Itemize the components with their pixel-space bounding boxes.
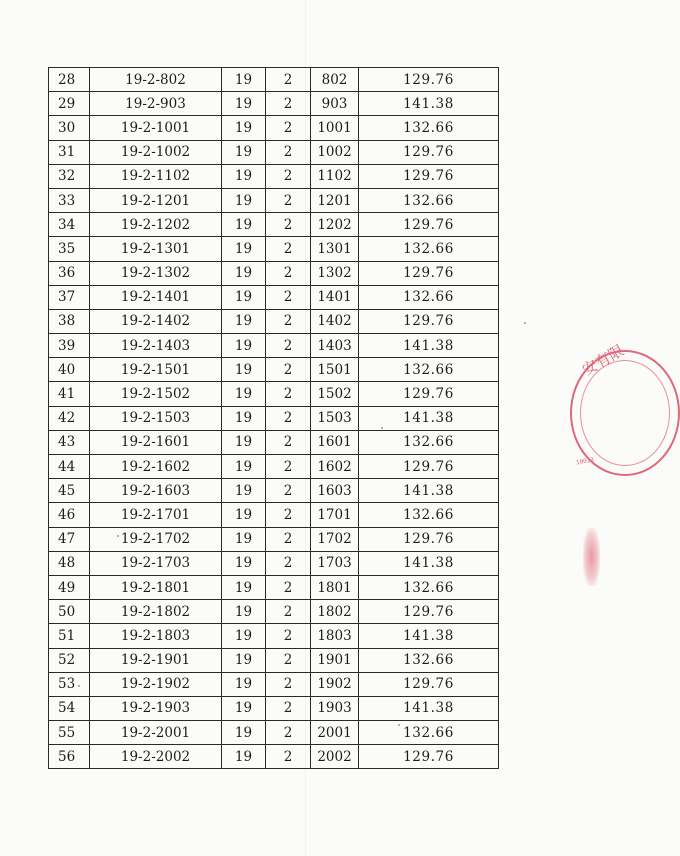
area-cell: 129.76: [359, 745, 499, 769]
row-number-cell: 50: [49, 600, 90, 624]
unit-code-cell: 19-2-1201: [90, 188, 222, 212]
unit-cell: 2: [266, 68, 311, 92]
area-cell: 132.66: [359, 503, 499, 527]
row-number-cell: 39: [49, 334, 90, 358]
scan-speck: [117, 535, 119, 537]
unit-code-cell: 19-2-1002: [90, 140, 222, 164]
unit-code-cell: 19-2-1502: [90, 382, 222, 406]
building-cell: 19: [222, 624, 266, 648]
table-row: [49, 721, 499, 745]
unit-code-cell: 19-2-1802: [90, 600, 222, 624]
room-cell: 1501: [311, 358, 359, 382]
row-number-cell: 42: [49, 406, 90, 430]
building-cell: 19: [222, 334, 266, 358]
row-number-cell: 38: [49, 309, 90, 333]
area-cell: 141.38: [359, 334, 499, 358]
row-number-cell: 40: [49, 358, 90, 382]
building-cell: 19: [222, 575, 266, 599]
row-number-cell: 34: [49, 213, 90, 237]
area-cell: 132.66: [359, 237, 499, 261]
row-number-cell: 28: [49, 68, 90, 92]
unit-cell: 2: [266, 624, 311, 648]
unit-cell: 2: [266, 334, 311, 358]
unit-cell: 2: [266, 309, 311, 333]
scan-speck: [381, 427, 383, 429]
building-cell: 19: [222, 721, 266, 745]
room-cell: 1301: [311, 237, 359, 261]
building-cell: 19: [222, 672, 266, 696]
room-cell: 1202: [311, 213, 359, 237]
unit-code-cell: 19-2-1603: [90, 479, 222, 503]
area-cell: 129.76: [359, 213, 499, 237]
building-cell: 19: [222, 358, 266, 382]
row-number-cell: 43: [49, 430, 90, 454]
room-cell: 1803: [311, 624, 359, 648]
room-cell: 1703: [311, 551, 359, 575]
room-cell: 1601: [311, 430, 359, 454]
building-cell: 19: [222, 261, 266, 285]
unit-code-cell: 19-2-1503: [90, 406, 222, 430]
unit-area-table-body: [49, 68, 499, 769]
area-cell: 141.38: [359, 406, 499, 430]
room-cell: 1302: [311, 261, 359, 285]
unit-cell: 2: [266, 430, 311, 454]
table-row: [49, 116, 499, 140]
unit-cell: 2: [266, 188, 311, 212]
unit-cell: 2: [266, 721, 311, 745]
area-cell: 132.66: [359, 358, 499, 382]
area-cell: 141.38: [359, 624, 499, 648]
unit-cell: 2: [266, 696, 311, 720]
table-row: [49, 430, 499, 454]
area-cell: 129.76: [359, 140, 499, 164]
room-cell: 1901: [311, 648, 359, 672]
building-cell: 19: [222, 382, 266, 406]
table-row: [49, 648, 499, 672]
table-row: [49, 696, 499, 720]
row-number-cell: 35: [49, 237, 90, 261]
table-row: [49, 479, 499, 503]
table-row: [49, 92, 499, 116]
table-row: [49, 140, 499, 164]
area-cell: 141.38: [359, 551, 499, 575]
table-row: [49, 672, 499, 696]
unit-code-cell: 19-2-1703: [90, 551, 222, 575]
unit-cell: 2: [266, 575, 311, 599]
room-cell: 1102: [311, 164, 359, 188]
row-number-cell: 53: [49, 672, 90, 696]
unit-cell: 2: [266, 455, 311, 479]
area-cell: 132.66: [359, 116, 499, 140]
row-number-cell: 29: [49, 92, 90, 116]
room-cell: 1402: [311, 309, 359, 333]
table-row: [49, 382, 499, 406]
building-cell: 19: [222, 188, 266, 212]
unit-code-cell: 19-2-1202: [90, 213, 222, 237]
unit-area-table: [48, 67, 499, 769]
table-row: [49, 455, 499, 479]
unit-cell: 2: [266, 745, 311, 769]
building-cell: 19: [222, 527, 266, 551]
row-number-cell: 30: [49, 116, 90, 140]
area-cell: 129.76: [359, 455, 499, 479]
room-cell: 1201: [311, 188, 359, 212]
unit-cell: 2: [266, 648, 311, 672]
unit-code-cell: 19-2-1801: [90, 575, 222, 599]
room-cell: 1801: [311, 575, 359, 599]
area-cell: 129.76: [359, 164, 499, 188]
building-cell: 19: [222, 551, 266, 575]
unit-cell: 2: [266, 285, 311, 309]
seal-text: 安有限: [579, 341, 627, 380]
building-cell: 19: [222, 237, 266, 261]
building-cell: 19: [222, 92, 266, 116]
unit-cell: 2: [266, 358, 311, 382]
unit-code-cell: 19-2-1902: [90, 672, 222, 696]
building-cell: 19: [222, 696, 266, 720]
row-number-cell: 49: [49, 575, 90, 599]
table-row: [49, 261, 499, 285]
area-cell: 129.76: [359, 382, 499, 406]
building-cell: 19: [222, 455, 266, 479]
unit-cell: 2: [266, 551, 311, 575]
table-row: [49, 551, 499, 575]
unit-cell: 2: [266, 479, 311, 503]
table-row: [49, 309, 499, 333]
table-row: [49, 68, 499, 92]
scan-speck: [524, 322, 526, 324]
unit-cell: 2: [266, 237, 311, 261]
table-row: [49, 624, 499, 648]
unit-code-cell: 19-2-1701: [90, 503, 222, 527]
building-cell: 19: [222, 213, 266, 237]
unit-cell: 2: [266, 406, 311, 430]
scan-speck: [78, 685, 80, 687]
building-cell: 19: [222, 745, 266, 769]
row-number-cell: 37: [49, 285, 90, 309]
row-number-cell: 32: [49, 164, 90, 188]
unit-code-cell: 19-2-1403: [90, 334, 222, 358]
table-row: [49, 358, 499, 382]
building-cell: 19: [222, 116, 266, 140]
row-number-cell: 48: [49, 551, 90, 575]
area-cell: 141.38: [359, 92, 499, 116]
room-cell: 802: [311, 68, 359, 92]
unit-code-cell: 19-2-1302: [90, 261, 222, 285]
building-cell: 19: [222, 648, 266, 672]
unit-code-cell: 19-2-903: [90, 92, 222, 116]
room-cell: 1903: [311, 696, 359, 720]
unit-code-cell: 19-2-1102: [90, 164, 222, 188]
room-cell: 903: [311, 92, 359, 116]
table-row: [49, 213, 499, 237]
building-cell: 19: [222, 600, 266, 624]
row-number-cell: 46: [49, 503, 90, 527]
room-cell: 1502: [311, 382, 359, 406]
building-cell: 19: [222, 503, 266, 527]
area-cell: 141.38: [359, 696, 499, 720]
room-cell: 1802: [311, 600, 359, 624]
table-row: [49, 188, 499, 212]
area-cell: 129.76: [359, 309, 499, 333]
building-cell: 19: [222, 309, 266, 333]
row-number-cell: 41: [49, 382, 90, 406]
area-cell: 129.76: [359, 527, 499, 551]
unit-code-cell: 19-2-1803: [90, 624, 222, 648]
table-row: [49, 406, 499, 430]
building-cell: 19: [222, 164, 266, 188]
area-cell: 132.66: [359, 285, 499, 309]
row-number-cell: 55: [49, 721, 90, 745]
room-cell: 1403: [311, 334, 359, 358]
area-cell: 129.76: [359, 672, 499, 696]
unit-cell: 2: [266, 92, 311, 116]
unit-cell: 2: [266, 164, 311, 188]
room-cell: 2001: [311, 721, 359, 745]
building-cell: 19: [222, 68, 266, 92]
unit-code-cell: 19-2-1702: [90, 527, 222, 551]
row-number-cell: 56: [49, 745, 90, 769]
room-cell: 1001: [311, 116, 359, 140]
table-row: [49, 285, 499, 309]
unit-code-cell: 19-2-2002: [90, 745, 222, 769]
unit-cell: 2: [266, 600, 311, 624]
unit-code-cell: 19-2-1501: [90, 358, 222, 382]
row-number-cell: 36: [49, 261, 90, 285]
table-row: [49, 600, 499, 624]
row-number-cell: 44: [49, 455, 90, 479]
row-number-cell: 47: [49, 527, 90, 551]
building-cell: 19: [222, 285, 266, 309]
company-seal-stamp: [570, 341, 680, 476]
row-number-cell: 51: [49, 624, 90, 648]
unit-cell: 2: [266, 503, 311, 527]
unit-code-cell: 19-2-1602: [90, 455, 222, 479]
area-cell: 132.66: [359, 648, 499, 672]
unit-code-cell: 19-2-1402: [90, 309, 222, 333]
room-cell: 1603: [311, 479, 359, 503]
room-cell: 1702: [311, 527, 359, 551]
table-row: [49, 334, 499, 358]
row-number-cell: 54: [49, 696, 90, 720]
row-number-cell: 31: [49, 140, 90, 164]
table-row: [49, 237, 499, 261]
room-cell: 1503: [311, 406, 359, 430]
unit-code-cell: 19-2-1901: [90, 648, 222, 672]
room-cell: 1701: [311, 503, 359, 527]
area-cell: 129.76: [359, 600, 499, 624]
row-number-cell: 52: [49, 648, 90, 672]
table-row: [49, 527, 499, 551]
unit-code-cell: 19-2-1401: [90, 285, 222, 309]
table-row: [49, 745, 499, 769]
row-number-cell: 33: [49, 188, 90, 212]
room-cell: 1002: [311, 140, 359, 164]
unit-cell: 2: [266, 140, 311, 164]
unit-cell: 2: [266, 116, 311, 140]
area-cell: 141.38: [359, 479, 499, 503]
area-cell: 132.66: [359, 721, 499, 745]
unit-cell: 2: [266, 213, 311, 237]
building-cell: 19: [222, 430, 266, 454]
row-number-cell: 45: [49, 479, 90, 503]
area-cell: 129.76: [359, 261, 499, 285]
building-cell: 19: [222, 479, 266, 503]
table-row: [49, 164, 499, 188]
room-cell: 1602: [311, 455, 359, 479]
building-cell: 19: [222, 406, 266, 430]
area-cell: 132.66: [359, 188, 499, 212]
room-cell: 1401: [311, 285, 359, 309]
table-row: [49, 503, 499, 527]
unit-code-cell: 19-2-1301: [90, 237, 222, 261]
seal-number: 10023: [575, 456, 595, 467]
unit-code-cell: 19-2-802: [90, 68, 222, 92]
unit-code-cell: 19-2-1001: [90, 116, 222, 140]
seal-ink-blot: [583, 528, 600, 586]
unit-code-cell: 19-2-1601: [90, 430, 222, 454]
room-cell: 1902: [311, 672, 359, 696]
unit-code-cell: 19-2-2001: [90, 721, 222, 745]
unit-cell: 2: [266, 261, 311, 285]
unit-code-cell: 19-2-1903: [90, 696, 222, 720]
table-row: [49, 575, 499, 599]
room-cell: 2002: [311, 745, 359, 769]
unit-cell: 2: [266, 672, 311, 696]
area-cell: 132.66: [359, 575, 499, 599]
unit-cell: 2: [266, 382, 311, 406]
area-cell: 129.76: [359, 68, 499, 92]
scan-speck: [398, 724, 400, 726]
building-cell: 19: [222, 140, 266, 164]
unit-cell: 2: [266, 527, 311, 551]
area-cell: 132.66: [359, 430, 499, 454]
